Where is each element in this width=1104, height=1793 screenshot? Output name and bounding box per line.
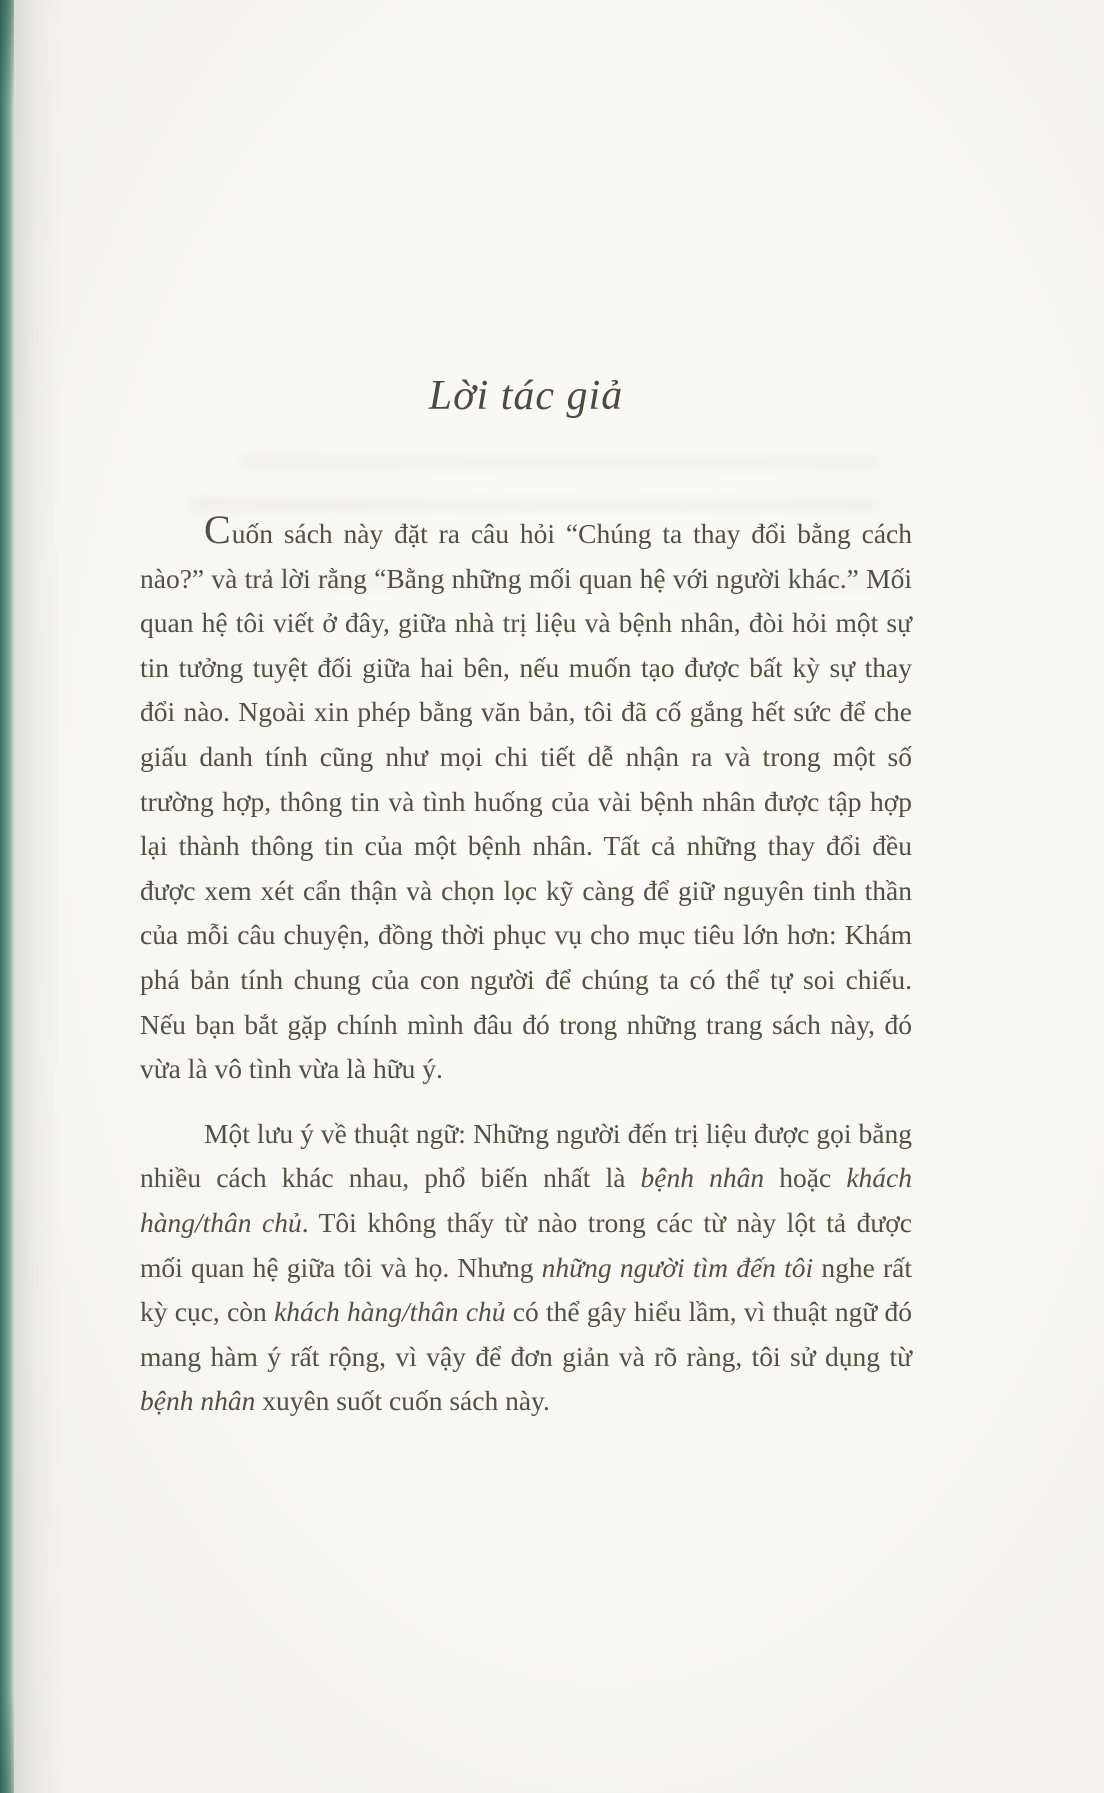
- page-title: Lời tác giả: [428, 373, 624, 419]
- initial-capital: C: [204, 507, 232, 552]
- emphasized-term: khách hàng/thân chủ: [274, 1296, 506, 1328]
- emphasized-term: những người tìm đến tôi: [541, 1251, 814, 1283]
- text-run: Một lưu ý về thuật ngữ: Những người đến trị liệu được gọi bằng nhiều cách khác nhau, phổ biến nhất là: [140, 1117, 912, 1194]
- page-content: [140, 0, 912, 1424]
- paragraph-2: [140, 1112, 912, 1424]
- paragraph-1: [140, 507, 912, 1092]
- text-run: nghe rất kỳ cục, còn: [140, 1251, 912, 1328]
- emphasized-term: bệnh nhân: [140, 1385, 256, 1417]
- body-text: [140, 507, 912, 1424]
- text-run: uốn sách này đặt ra câu hỏi “Chúng ta thay đổi bằng cách nào?” và trả lời rằng “Bằng những mối quan hệ với người khác.” Mối quan hệ tôi viết ở đây, giữa nhà trị liệu và bệnh nhân, đòi hỏi một sự tin tưởng tuyệt đối giữa hai bên, nếu muốn tạo được bất kỳ sự thay đổi nào. Ngoài xin phép bằng văn bản, tôi đã cố gắng hết sức để che giấu danh tính cũng như mọi chi tiết dễ nhận ra và trong một số trường hợp, thông tin và tình huống của vài bệnh nhân được tập hợp lại thành thông tin của một bệnh nhân. Tất cả những thay đổi đều được xem xét cẩn thận và chọn lọc kỹ càng để giữ nguyên tinh thần của mỗi câu chuyện, đồng thời phục vụ cho mục tiêu lớn hơn: Khám phá bản tính chung của con người để chúng ta có thể tự soi chiếu. Nếu bạn bắt gặp chính mình đâu đó trong những trang sách này, đó vừa là vô tình vừa là hữu ý.: [140, 518, 912, 1085]
- emphasized-term: bệnh nhân: [640, 1162, 765, 1194]
- text-run: . Tôi không thấy từ nào trong các từ này lột tả được mối quan hệ giữa tôi và họ. Nhưng: [140, 1206, 912, 1283]
- page-edge-strip: [0, 0, 14, 1793]
- text-run: có thể gây hiểu lầm, vì thuật ngữ đó mang hàm ý rất rộng, vì vậy để đơn giản và rõ ràng, tôi sử dụng từ: [140, 1296, 912, 1372]
- text-run: hoặc: [764, 1162, 847, 1194]
- binding-shadow: [14, 0, 62, 1793]
- emphasized-term: khách hàng/thân chủ: [140, 1162, 912, 1238]
- text-run: xuyên suốt cuốn sách này.: [255, 1385, 550, 1417]
